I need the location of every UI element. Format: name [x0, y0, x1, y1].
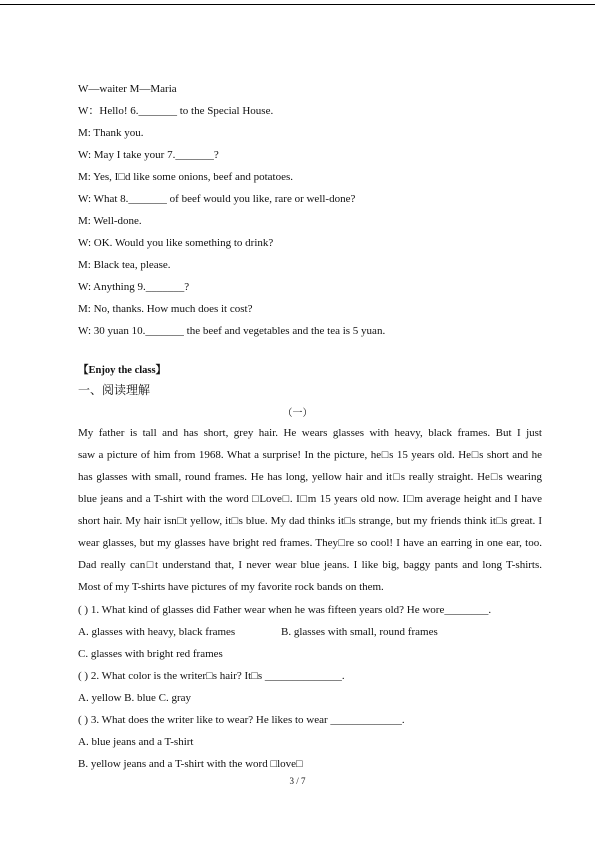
- passage-line: blue jeans and a T-shirt with the word □Love□. I□m 15 years old now. I□m average height and I have: [78, 493, 542, 505]
- top-rule: [0, 4, 595, 5]
- dialog-line: W: 30 yuan 10._______ the beef and vegetables and the tea is 5 yuan.: [78, 325, 386, 337]
- passage-line: Most of my T-shirts have pictures of my favorite rock bands on them.: [78, 581, 384, 593]
- q3-option-a: A. blue jeans and a T-shirt: [78, 736, 194, 748]
- page-number: 3 / 7: [289, 776, 306, 786]
- q3-option-b: B. yellow jeans and a T-shirt with the word □love□: [78, 758, 303, 770]
- question-2: ( ) 2. What color is the writer□s hair? It□s ______________.: [78, 670, 345, 682]
- reading-passage: [78, 422, 542, 598]
- dialog-line: M: No, thanks. How much does it cost?: [78, 303, 253, 315]
- q1-option-c: C. glasses with bright red frames: [78, 648, 223, 660]
- passage-line: saw a picture of him from 1968. What a surprise! In the picture, he□s 15 years old. He□s short and he: [78, 449, 542, 461]
- dialog-line: W: May I take your 7._______?: [78, 149, 219, 161]
- dialog-line: M: Black tea, please.: [78, 259, 171, 271]
- passage-number: （一）: [282, 408, 313, 419]
- dialog-line: W: What 8._______ of beef would you like, rare or well-done?: [78, 193, 356, 205]
- dialog-line: W: OK. Would you like something to drink?: [78, 237, 274, 249]
- section-subtitle: 一、阅读理解: [78, 383, 151, 397]
- question-3: ( ) 3. What does the writer like to wear? He likes to wear _____________.: [78, 714, 405, 726]
- passage-line: has glasses with small, round frames. He has long, yellow hair and it□s really straight. He□s wearing: [78, 471, 542, 483]
- dialog-line: W: Anything 9._______?: [78, 281, 190, 293]
- section-title: 【Enjoy the class】: [78, 365, 167, 376]
- passage-line: short hair. My hair isn□t yellow, it□s blue. My dad thinks it□s strange, but my friends think it□s great. I: [78, 515, 542, 527]
- question-1: ( ) 1. What kind of glasses did Father wear when he was fifteen years old? He wore________.: [78, 604, 492, 616]
- dialog-line: W：Hello! 6._______ to the Special House.: [78, 105, 274, 117]
- q1-option-b: B. glasses with small, round frames: [281, 626, 438, 638]
- dialog-legend: W—waiter M—Maria: [78, 83, 177, 95]
- dialog-line: M: Yes, I□d like some onions, beef and potatoes.: [78, 171, 294, 183]
- passage-line: Dad really can□t understand that, I never wear blue jeans. I like big, baggy pants and long T-shirts.: [78, 559, 542, 571]
- dialog-line: M: Thank you.: [78, 127, 144, 139]
- passage-line: My father is tall and has short, grey hair. He wears glasses with heavy, black frames. But I just: [78, 427, 542, 439]
- q1-option-a: A. glasses with heavy, black frames: [78, 626, 236, 638]
- dialog-line: M: Well-done.: [78, 215, 142, 227]
- q2-options: A. yellow B. blue C. gray: [78, 692, 192, 704]
- passage-line: wear glasses, but my glasses have bright red frames. They□re so cool! I have an earring in one ear, too.: [78, 537, 542, 549]
